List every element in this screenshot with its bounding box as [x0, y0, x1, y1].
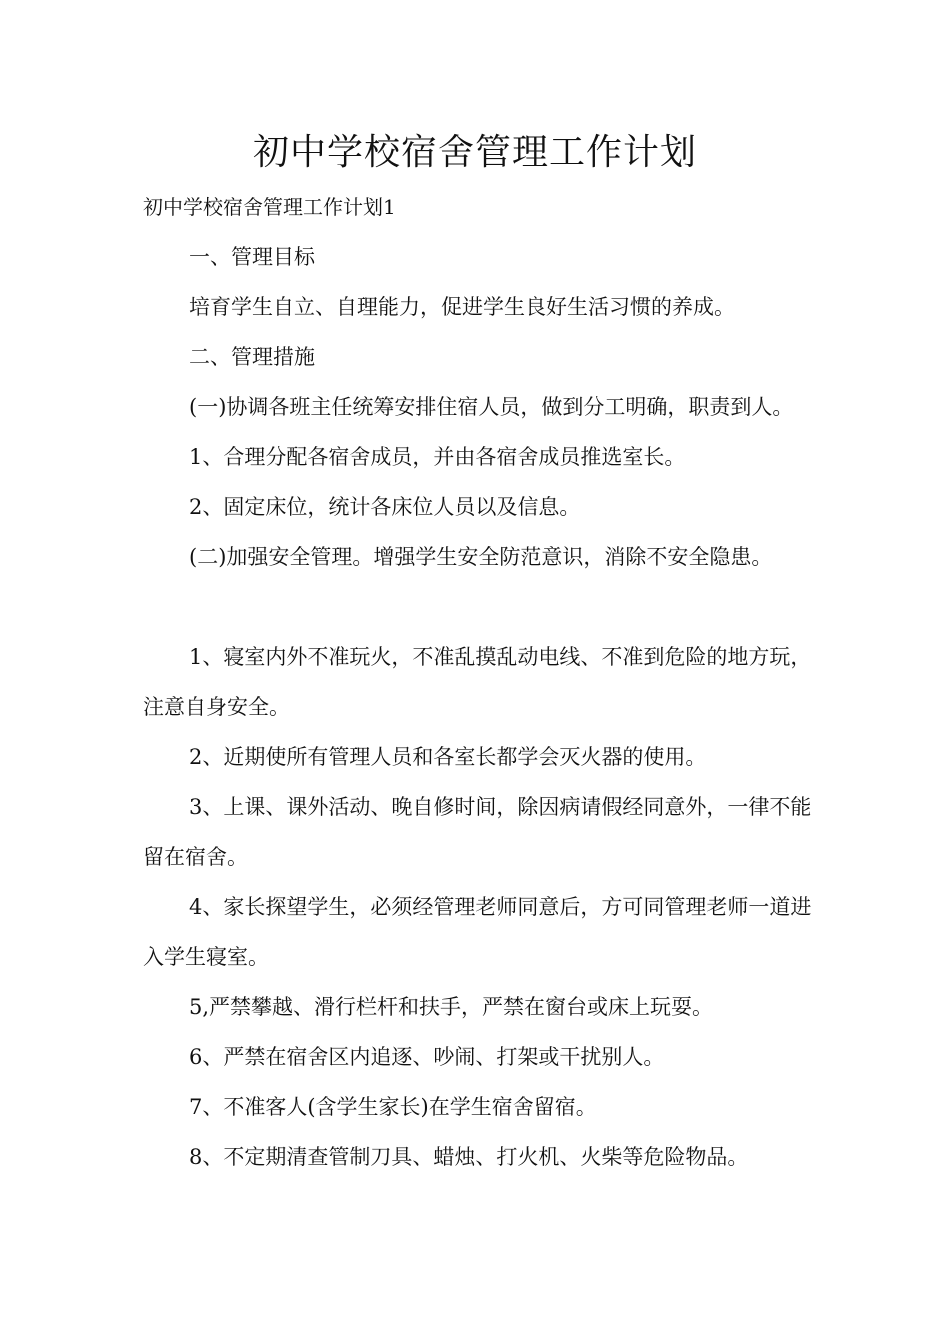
paragraph: 4、家长探望学生，必须经管理老师同意后，方可同管理老师一道进入学生寝室。 [143, 895, 812, 969]
paragraph: 3、上课、课外活动、晚自修时间，除因病请假经同意外，一律不能留在宿舍。 [143, 795, 812, 869]
paragraph: (一)协调各班主任统筹安排住宿人员，做到分工明确，职责到人。 [189, 395, 794, 419]
paragraph: 6、严禁在宿舍区内追逐、吵闹、打架或干扰别人。 [189, 1045, 665, 1069]
paragraph: 1、合理分配各宿舍成员，并由各宿舍成员推选室长。 [189, 445, 686, 469]
paragraph: 8、不定期清查管制刀具、蜡烛、打火机、火柴等危险物品。 [189, 1145, 749, 1169]
blank-line [143, 582, 813, 632]
paragraph: 5,严禁攀越、滑行栏杆和扶手，严禁在窗台或床上玩耍。 [189, 995, 714, 1019]
section-heading: 一、管理目标 [189, 245, 315, 269]
paragraph: 7、不准客人(含学生家长)在学生宿舍留宿。 [189, 1095, 597, 1119]
paragraph: 2、固定床位，统计各床位人员以及信息。 [189, 495, 581, 519]
paragraph: (二)加强安全管理。增强学生安全防范意识，消除不安全隐患。 [189, 545, 773, 569]
document-subtitle: 初中学校宿舍管理工作计划1 [143, 195, 396, 219]
paragraph: 2、近期使所有管理人员和各室长都学会灭火器的使用。 [189, 745, 707, 769]
paragraph: 1、寝室内外不准玩火，不准乱摸乱动电线、不准到危险的地方玩，注意自身安全。 [143, 645, 812, 719]
paragraph: 培育学生自立、自理能力，促进学生良好生活习惯的养成。 [189, 295, 735, 319]
section-heading: 二、管理措施 [189, 345, 315, 369]
document-body [143, 182, 813, 1182]
document-title: 初中学校宿舍管理工作计划 [252, 132, 697, 173]
